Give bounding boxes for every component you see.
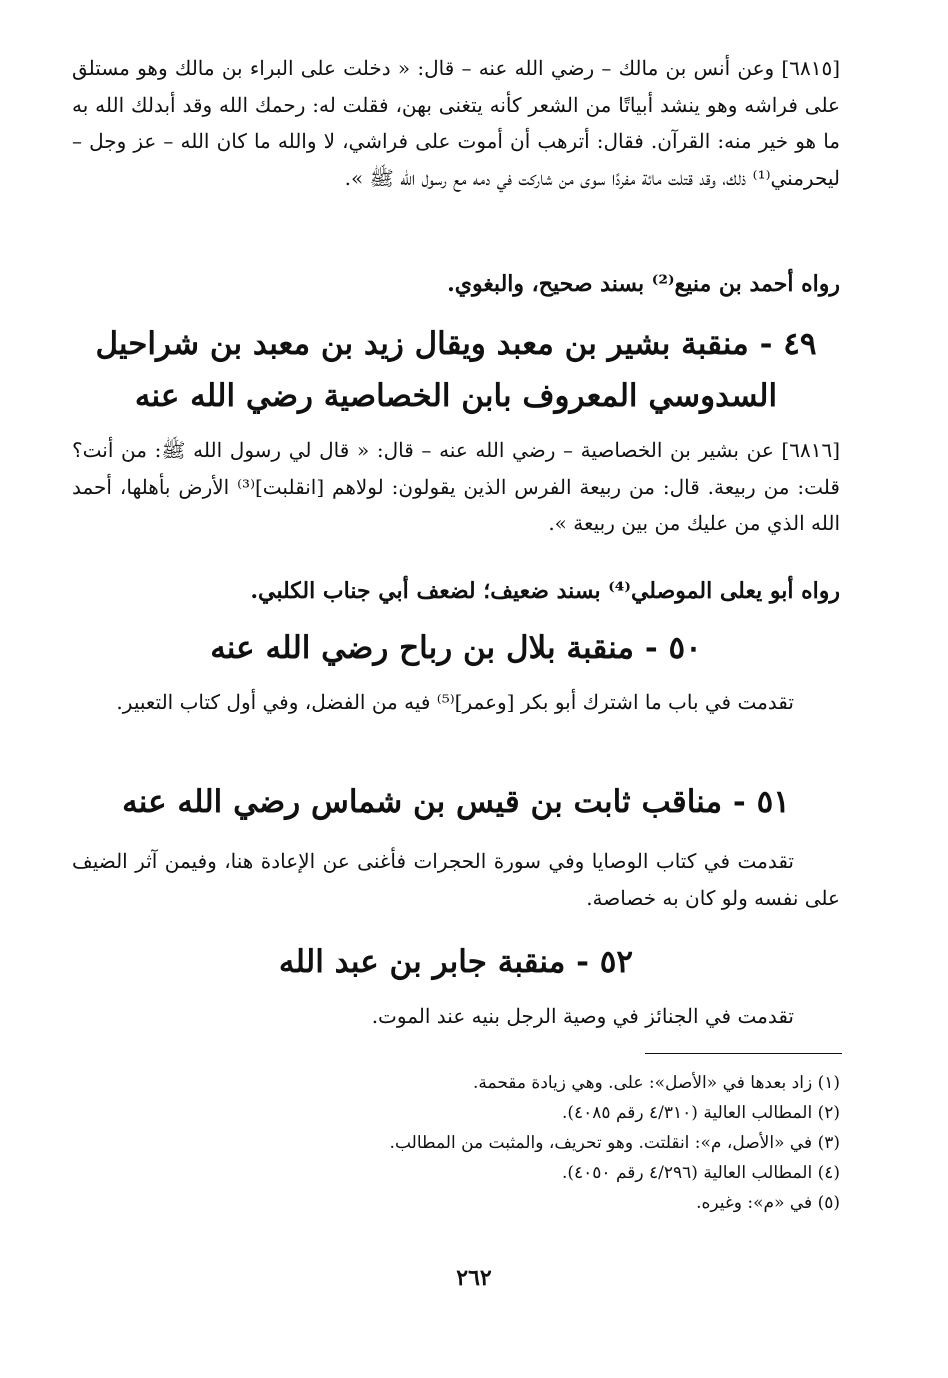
hadith-6815: [٦٨١٥] وعن أنس بن مالك – رضي الله عنه – قال: « دخلت على البراء بن مالك وهو مستلق على فراشه وهو ينشد أبياتًا من الشعر كأنه يتغنى بهن، فقلت له: رحمك الله وقد أبدلك الله به ما هو خير منه: القرآن. فقال: أترهب أن أموت على فراشي، لا والله ما كان الله – عز وجل – ليحرمني⁽¹⁾ ذلك، وقد قتلت مائة مفردًا سوى من شاركت في دمه مع رسول الله ﷺ ». [72,56,840,190]
section-heading-49: ٤٩ - منقبة بشير بن معبد ويقال زيد بن معبد بن شراحيل السدوسي المعروف بابن الخصاصية رضي الله عنه [95,326,817,414]
section-heading-52: ٥٢ - منقبة جابر بن عبد الله [278,944,634,980]
footnote-separator [645,1053,842,1054]
footnotes [72,1068,840,1218]
source-line-1: رواه أحمد بن منيع⁽²⁾ بسند صحيح، والبغوي. [447,271,840,297]
footnote-2: (٢) المطالب العالية (٤/٣١٠ رقم ٤٠٨٥). [561,1103,840,1123]
section-text-51: تقدمت في كتاب الوصايا وفي سورة الحجرات فأغنى عن الإعادة هنا، وفيمن آثر الضيف على نفسه ولو كان به خصاصة. [72,849,840,910]
footnote-4: (٤) المطالب العالية (٤/٢٩٦ رقم ٤٠٥٠). [561,1163,840,1183]
footnote-5: (٥) في «م»: وغيره. [696,1193,840,1213]
section-heading-51: ٥١ - مناقب ثابت بن قيس بن شماس رضي الله عنه [122,784,790,820]
footnote-3: (٣) في «الأصل، م»: انقلتت. وهو تحريف، والمثبت من المطالب. [389,1133,840,1153]
section-text-50: تقدمت في باب ما اشترك أبو بكر [وعمر]⁽⁵⁾ فيه من الفضل، وفي أول كتاب التعبير. [116,690,794,714]
footnote-1: (١) زاد بعدها في «الأصل»: على. وهي زيادة مقحمة. [472,1073,840,1093]
section-text-52: تقدمت في الجنائز في وصية الرجل بنيه عند الموت. [371,1004,794,1028]
hadith-6816: [٦٨١٦] عن بشير بن الخصاصية – رضي الله عنه – قال: « قال لي رسول الله ﷺ: من أنت؟ قلت: من ربيعة. قال: من ربيعة الفرس الذين يقولون: لولاهم [انقلبت]⁽³⁾ الأرض بأهلها، أحمد الله الذي من عليك من بين ربيعة ». [72,438,840,535]
source-line-2: رواه أبو يعلى الموصلي⁽⁴⁾ بسند ضعيف؛ لضعف أبي جناب الكلبي. [250,578,840,604]
page-number: ٢٦٢ [456,1265,492,1291]
section-heading-50: ٥٠ - منقبة بلال بن رباح رضي الله عنه [210,630,702,666]
